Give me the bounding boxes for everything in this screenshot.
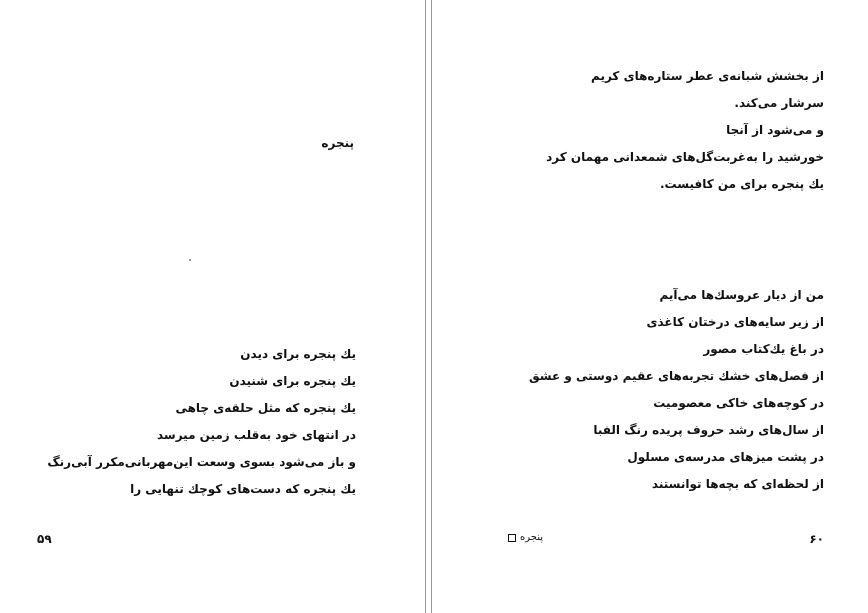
poem-line: سرشار می‌کند. [734, 96, 824, 110]
page-number-right: ۶۰ [809, 532, 824, 546]
poem-line: من از دیار عروسك‌ها می‌آیم [659, 288, 824, 302]
gutter-line [425, 0, 426, 613]
poem-line: از سال‌های رشد حروف پریده رنگ الفبا [593, 423, 824, 437]
poem-line: در باغ یك‌کتاب مصور [703, 342, 824, 356]
gutter-line [431, 0, 432, 613]
running-footer-title: پنجره [520, 532, 544, 543]
poem-line: از لحظه‌ای که بچه‌ها توانستند [651, 477, 824, 491]
left-page [0, 0, 426, 613]
poem-line: خورشید را به‌غربت‌گل‌های شمعدانی مهمان کرد [546, 150, 824, 164]
poem-line: از زیر سایه‌های درختان کاغذی [646, 315, 824, 329]
poem-title: پنجره [321, 136, 354, 150]
poem-line: در کوچه‌های خاکی معصومیت [653, 396, 824, 410]
running-footer [508, 532, 543, 543]
poem-line: از بخشش شبانه‌ی عطر ستاره‌های کریم [591, 69, 824, 83]
page-number-left: ۵۹ [37, 532, 52, 546]
poem-line: یك پنجره برای شنیدن [229, 374, 356, 388]
scan-speck [189, 259, 191, 261]
poem-line: در انتهای خود به‌قلب زمین میرسد [156, 428, 356, 442]
poem-line: یك پنجره که مثل حلقه‌ی چاهی [175, 401, 356, 415]
right-page [434, 0, 868, 613]
poem-line: یك پنجره که دست‌های کوچك تنهایی را [130, 482, 356, 496]
poem-line: از فصل‌های خشك تجربه‌های عقیم دوستی و عشق [528, 369, 824, 383]
poem-line: در پشت میزهای مدرسه‌ی مسلول [627, 450, 824, 464]
square-icon [508, 534, 516, 542]
poem-line: یك پنجره برای دیدن [240, 347, 356, 361]
poem-line: یك پنجره برای من کافیست. [659, 177, 824, 191]
poem-line: و باز می‌شود بسوی وسعت این‌مهربانی‌مکرر آبی‌رنگ [47, 455, 356, 469]
poem-line: و می‌شود از آنجا [726, 123, 824, 137]
